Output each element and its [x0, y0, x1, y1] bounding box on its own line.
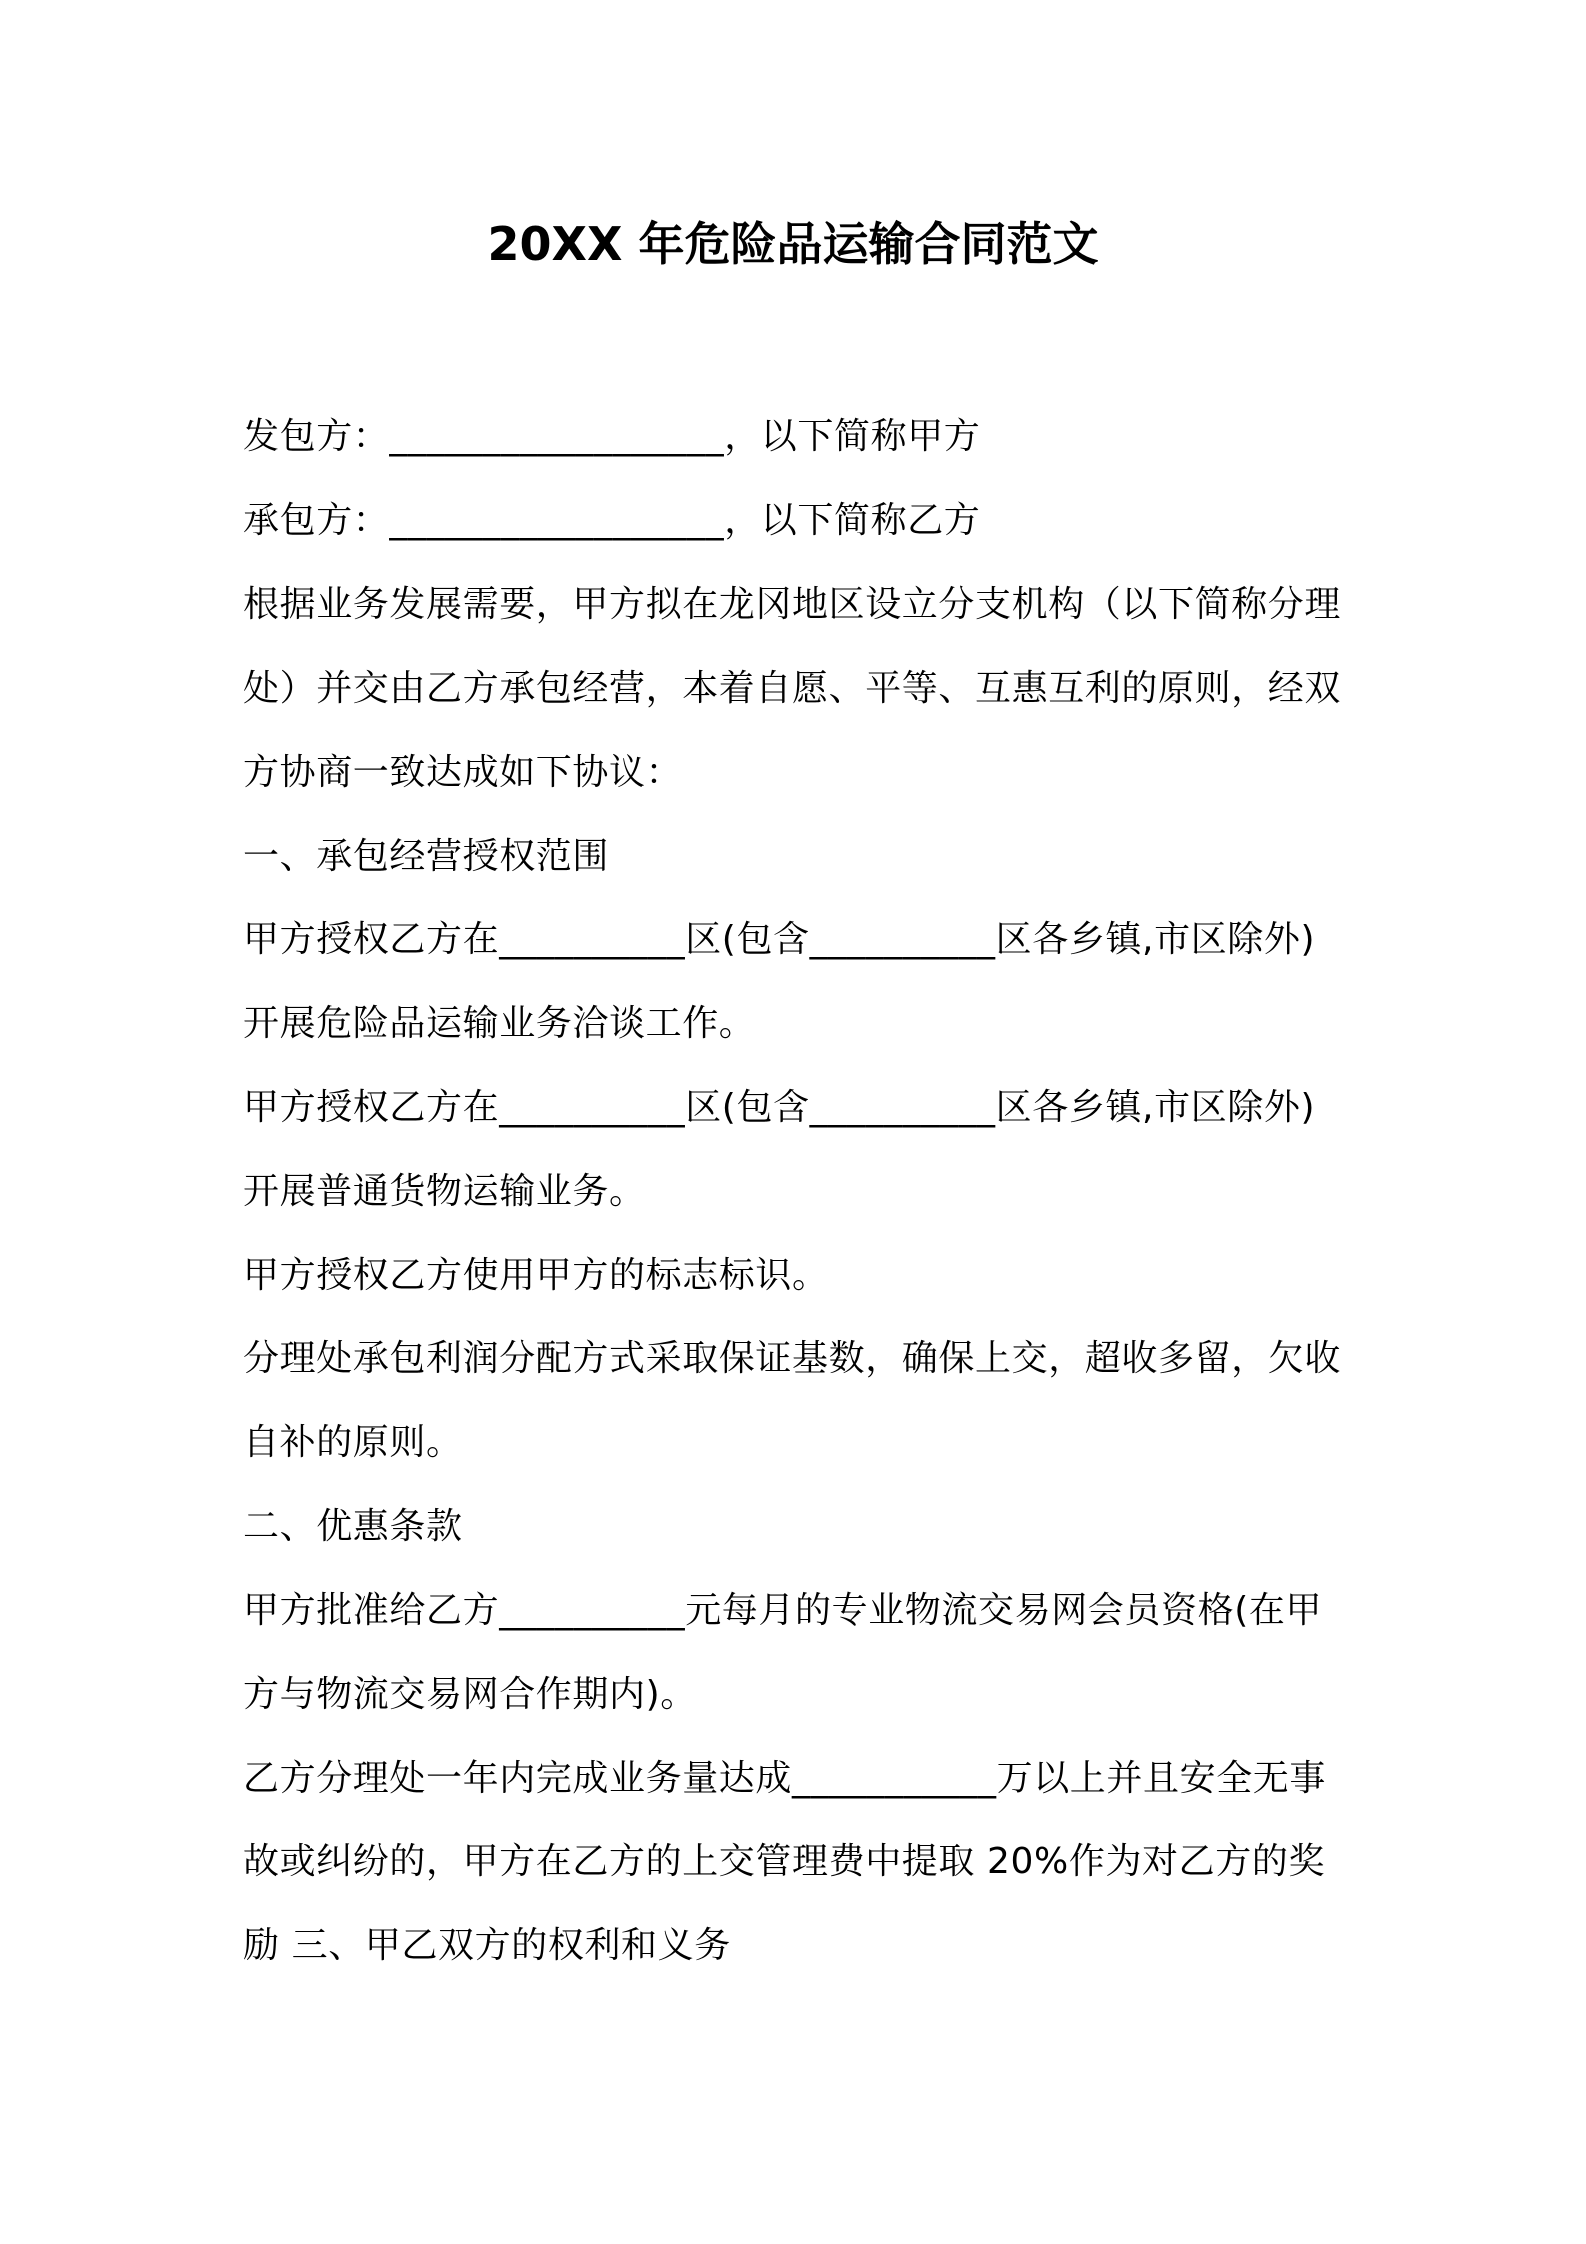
preamble-line-3: 方协商一致达成如下协议： [243, 752, 683, 793]
clause-1-line-1: 甲方授权乙方在__________区(包含__________区各乡镇,市区除外) [243, 919, 1316, 960]
clause-4-line-2: 自补的原则。 [243, 1422, 463, 1463]
party-b-line: 承包方：__________________，以下简称乙方 [243, 500, 981, 541]
discount-1-line-2: 方与物流交易网合作期内)。 [243, 1674, 697, 1715]
party-a-line: 发包方：__________________，以下简称甲方 [243, 416, 981, 457]
preamble-line-2: 处）并交由乙方承包经营，本着自愿、平等、互惠互利的原则，经双 [243, 668, 1342, 709]
discount-2-line-2: 故或纠纷的，甲方在乙方的上交管理费中提取 20%作为对乙方的奖 [243, 1841, 1326, 1882]
section-1-heading: 一、承包经营授权范围 [243, 836, 610, 877]
discount-1-line-1: 甲方批准给乙方__________元每月的专业物流交易网会员资格(在甲 [243, 1590, 1323, 1631]
section-3-heading-line: 励 三、甲乙双方的权利和义务 [243, 1925, 731, 1966]
clause-3-line: 甲方授权乙方使用甲方的标志标识。 [243, 1255, 829, 1296]
clause-1-line-2: 开展危险品运输业务洽谈工作。 [243, 1003, 756, 1044]
preamble-line-1: 根据业务发展需要，甲方拟在龙冈地区设立分支机构（以下简称分理 [243, 584, 1342, 625]
clause-2-line-1: 甲方授权乙方在__________区(包含__________区各乡镇,市区除外) [243, 1087, 1316, 1128]
section-2-heading: 二、优惠条款 [243, 1506, 463, 1547]
discount-2-line-1: 乙方分理处一年内完成业务量达成___________万以上并且安全无事 [243, 1758, 1327, 1799]
document-title: 20XX 年危险品运输合同范文 [487, 217, 1099, 271]
clause-2-line-2: 开展普通货物运输业务。 [243, 1171, 646, 1212]
clause-4-line-1: 分理处承包利润分配方式采取保证基数，确保上交，超收多留，欠收 [243, 1338, 1342, 1379]
